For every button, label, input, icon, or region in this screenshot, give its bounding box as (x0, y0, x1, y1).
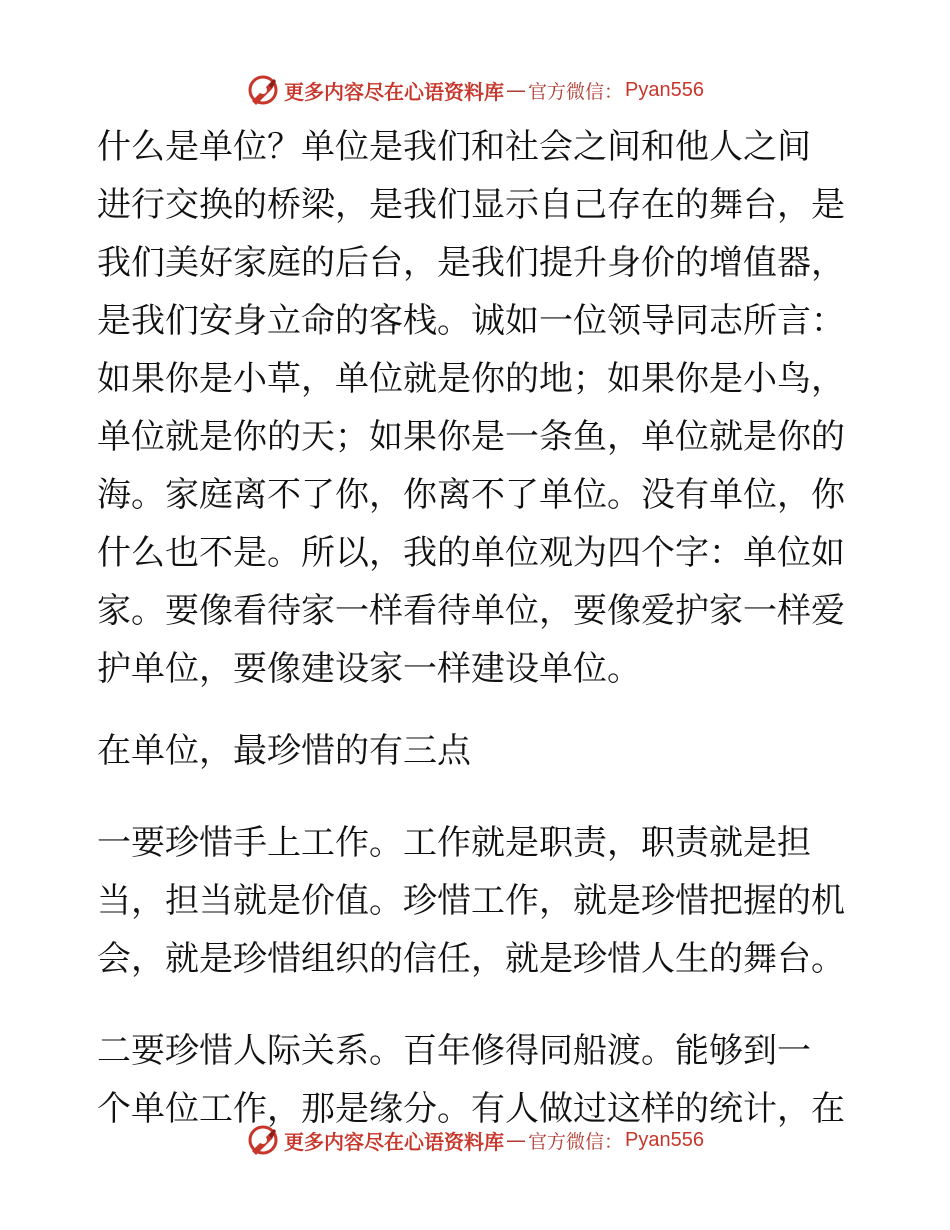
text-line: 什么也不是。所以，我的单位观为四个字：单位如 (97, 533, 845, 573)
text-line: 海。家庭离不了你，你离不了单位。没有单位，你 (97, 475, 845, 515)
text-line: 我们美好家庭的后台，是我们提升身价的增值器， (97, 243, 845, 283)
text-line: 个单位工作，那是缘分。有人做过这样的统计，在 (97, 1089, 845, 1129)
paragraph-cherish-work (97, 814, 857, 988)
banner-wechat-id: Pyan556 (625, 78, 704, 101)
banner-brand-text: 更多内容尽在心语资料库 (284, 79, 504, 104)
text-line: 单位就是你的天；如果你是一条鱼，单位就是你的 (97, 417, 845, 457)
text-line: 如果你是小草，单位就是你的地；如果你是小鸟， (97, 359, 845, 399)
banner-wechat-label: 官方微信： (528, 80, 624, 103)
banner-wechat-id: Pyan556 (625, 1128, 704, 1151)
text-line: 进行交换的桥梁，是我们显示自己存在的舞台，是 (97, 185, 845, 225)
banner-brand-text: 更多内容尽在心语资料库 (284, 1129, 504, 1154)
paragraph-unit-definition (97, 118, 857, 698)
text-line: 当，担当就是价值。珍惜工作，就是珍惜把握的机 (97, 881, 845, 921)
text-line: 一要珍惜手上工作。工作就是职责，职责就是担 (97, 823, 811, 863)
text-line: 在单位，最珍惜的有三点 (97, 731, 471, 771)
document-body (97, 118, 857, 1138)
pen-logo-icon (246, 1123, 280, 1157)
text-line: 二要珍惜人际关系。百年修得同船渡。能够到一 (97, 1031, 811, 1071)
text-line: 家。要像看待家一样看待单位，要像爱护家一样爱 (97, 591, 845, 631)
banner-dash: — (506, 1128, 526, 1152)
text-line: 会，就是珍惜组织的信任，就是珍惜人生的舞台。 (97, 939, 845, 979)
text-line: 是我们安身立命的客栈。诚如一位领导同志所言： (97, 301, 845, 341)
paragraph-three-points-heading (97, 722, 857, 780)
header-banner (0, 70, 950, 110)
banner-wechat-label: 官方微信： (528, 1130, 624, 1153)
footer-banner (0, 1120, 950, 1160)
text-line: 什么是单位？单位是我们和社会之间和他人之间 (97, 127, 811, 167)
text-line: 护单位，要像建设家一样建设单位。 (97, 649, 641, 689)
pen-logo-icon (246, 73, 280, 107)
banner-dash: — (506, 78, 526, 102)
